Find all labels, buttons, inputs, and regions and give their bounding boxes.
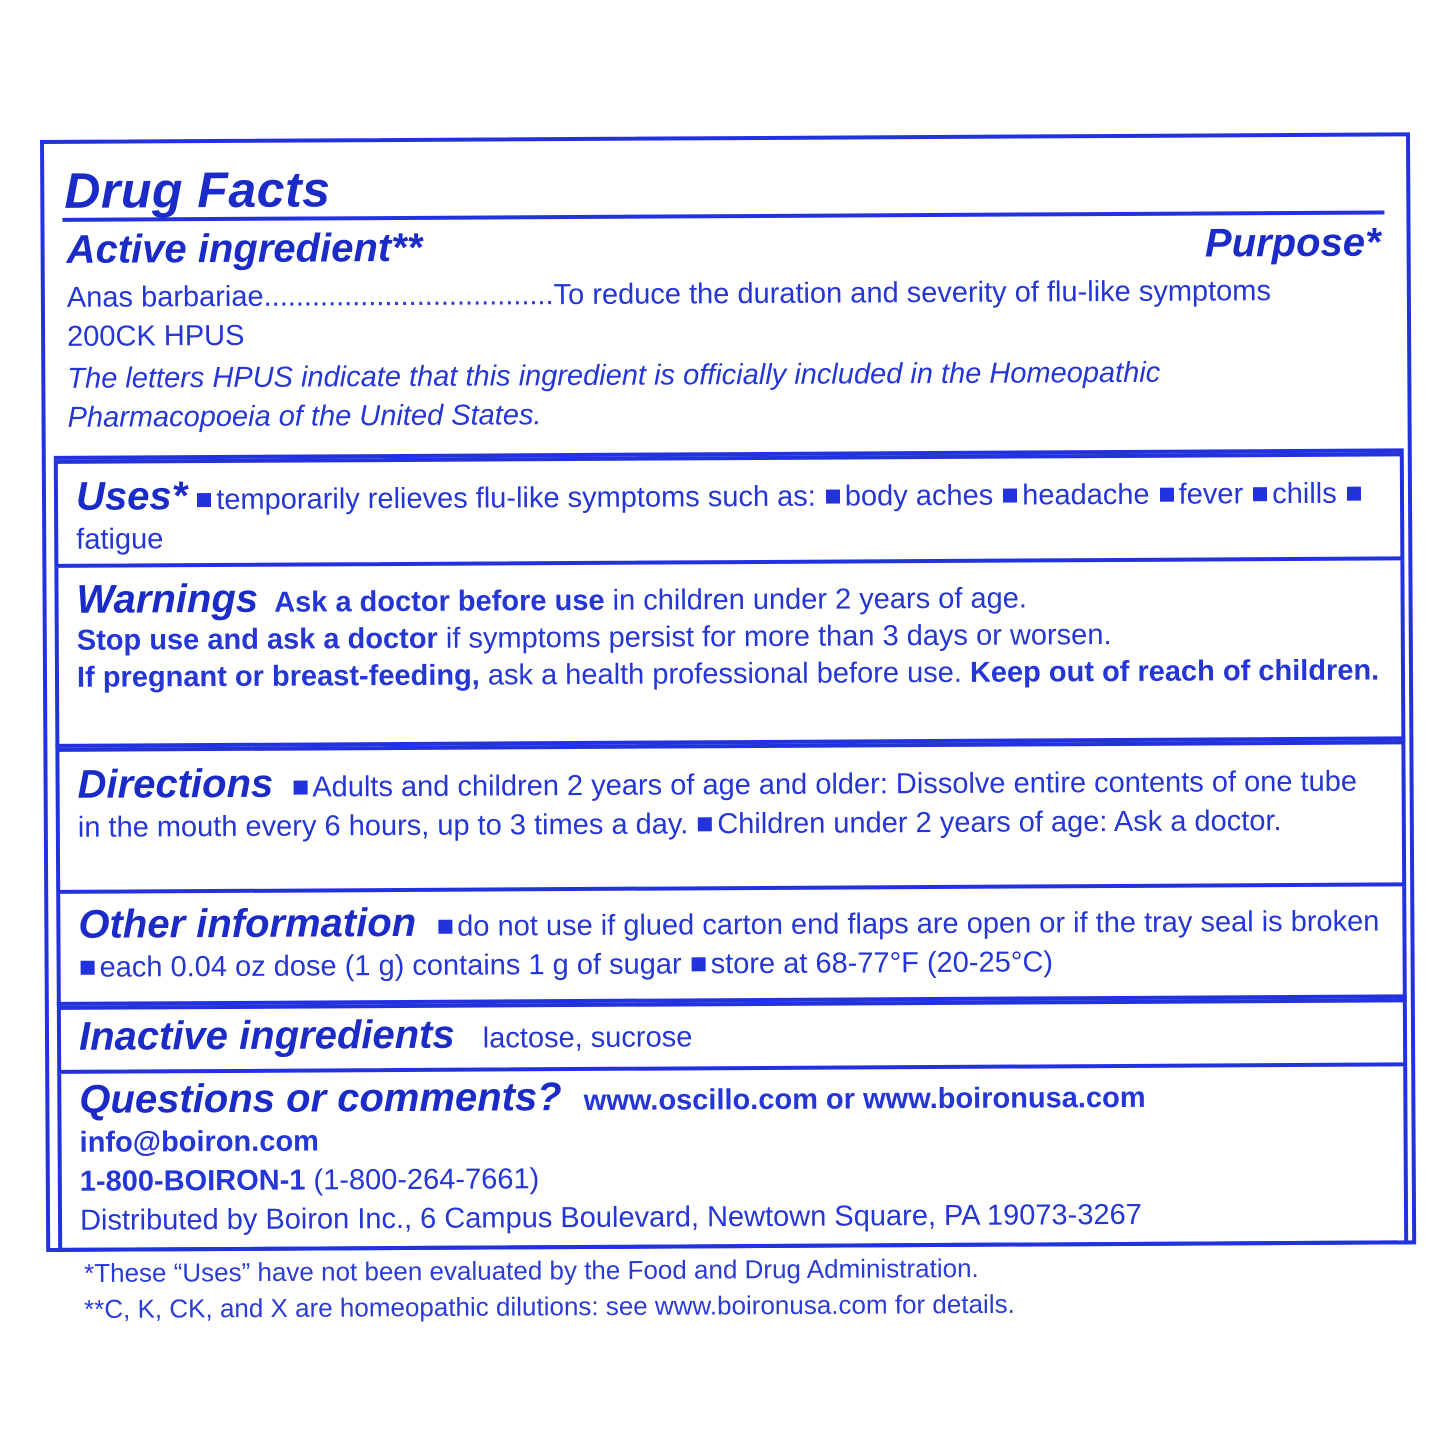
warning-bold-3: If pregnant or breast-feeding, bbox=[76, 659, 480, 694]
distributor-info: Distributed by Boiron Inc., 6 Campus Boulevard, Newtown Square, PA 19073-3267 bbox=[79, 1198, 1142, 1237]
questions-section bbox=[57, 1066, 1408, 1252]
bullet-icon bbox=[698, 817, 712, 831]
uses-section bbox=[54, 452, 1405, 568]
warnings-header: Warnings bbox=[76, 576, 259, 622]
purpose-text: To reduce the duration and severity of flu-like symptoms bbox=[553, 275, 1271, 312]
warning-bold-2: Stop use and ask a doctor bbox=[76, 622, 438, 657]
use-item: body aches bbox=[844, 479, 994, 513]
ingredient-name: Anas barbariae bbox=[66, 280, 264, 314]
inactive-ingredients-header: Inactive ingredients bbox=[78, 1012, 455, 1059]
hpus-note-line1: The letters HPUS indicate that this ingredient is officially included in the Homeopathic bbox=[67, 356, 1161, 395]
use-item: headache bbox=[1022, 478, 1150, 512]
footnote-uses: *These “Uses” have not been evaluated by the Food and Drug Administration. bbox=[84, 1253, 979, 1288]
direction-children: Children under 2 years of age: Ask a doctor. bbox=[717, 805, 1282, 841]
bullet-icon bbox=[1160, 488, 1174, 502]
bullet-icon bbox=[293, 781, 307, 795]
websites-link[interactable]: www.oscillo.com or www.boironusa.com bbox=[583, 1081, 1146, 1117]
hpus-note-line2: Pharmacopoeia of the United States. bbox=[67, 399, 542, 434]
bullet-icon bbox=[197, 493, 211, 507]
inactive-ingredients-section bbox=[57, 998, 1407, 1074]
bullet-icon bbox=[826, 490, 840, 504]
footnote-dilutions: **C, K, CK, and X are homeopathic dilutions: see www.boironusa.com for details. bbox=[84, 1288, 1015, 1324]
warning-bold-1: Ask a doctor before use bbox=[274, 584, 605, 619]
warning-text-2: if symptoms persist for more than 3 days or worsen. bbox=[437, 619, 1112, 655]
dot-leader: .................................... bbox=[263, 279, 554, 313]
email-link[interactable]: info@boiron.com bbox=[79, 1125, 319, 1159]
active-ingredient-section bbox=[52, 214, 1403, 460]
phone-number-bold[interactable]: 1-800-BOIRON-1 bbox=[79, 1164, 306, 1198]
use-item: chills bbox=[1272, 477, 1337, 511]
other-info-item: do not use if glued carton end flaps are open or if the tray seal is broken bbox=[457, 905, 1380, 943]
drug-facts-panel bbox=[40, 132, 1416, 1252]
use-item: fever bbox=[1178, 478, 1244, 511]
use-item: fatigue bbox=[76, 523, 164, 556]
warning-text-1: in children under 2 years of age. bbox=[604, 582, 1027, 617]
other-information-section bbox=[56, 886, 1407, 1006]
warning-text-3: ask a health professional before use. bbox=[479, 656, 971, 692]
direction-adults: Adults and children 2 years of age and older: Dissolve entire contents of one tube in the mouth every 6 hours, up to 3 times a day. bbox=[77, 765, 1358, 844]
active-ingredient-header: Active ingredient** bbox=[66, 225, 423, 272]
warnings-section bbox=[54, 560, 1405, 748]
drug-facts-title: Drug Facts bbox=[64, 161, 331, 219]
uses-header: Uses* bbox=[75, 474, 188, 519]
inactive-ingredients-text: lactose, sucrose bbox=[482, 1021, 693, 1055]
other-info-item: store at 68-77°F (20-25°C) bbox=[710, 946, 1054, 981]
other-information-header: Other information bbox=[78, 900, 417, 947]
potency: 200CK HPUS bbox=[67, 319, 245, 353]
questions-header: Questions or comments? bbox=[79, 1075, 562, 1122]
other-info-item: each 0.04 oz dose (1 g) contains 1 g of sugar bbox=[99, 948, 682, 984]
uses-intro: temporarily relieves flu-like symptoms such as: bbox=[216, 480, 816, 517]
bullet-icon bbox=[1347, 487, 1361, 501]
bullet-icon bbox=[81, 961, 95, 975]
directions-header: Directions bbox=[77, 761, 274, 807]
bullet-icon bbox=[438, 920, 452, 934]
warning-bold-4: Keep out of reach of children. bbox=[969, 654, 1380, 689]
purpose-header: Purpose* bbox=[1204, 220, 1381, 266]
bullet-icon bbox=[692, 957, 706, 971]
directions-section bbox=[55, 740, 1406, 894]
bullet-icon bbox=[1253, 487, 1267, 501]
bullet-icon bbox=[1003, 489, 1017, 503]
phone-number: (1-800-264-7661) bbox=[305, 1163, 540, 1197]
